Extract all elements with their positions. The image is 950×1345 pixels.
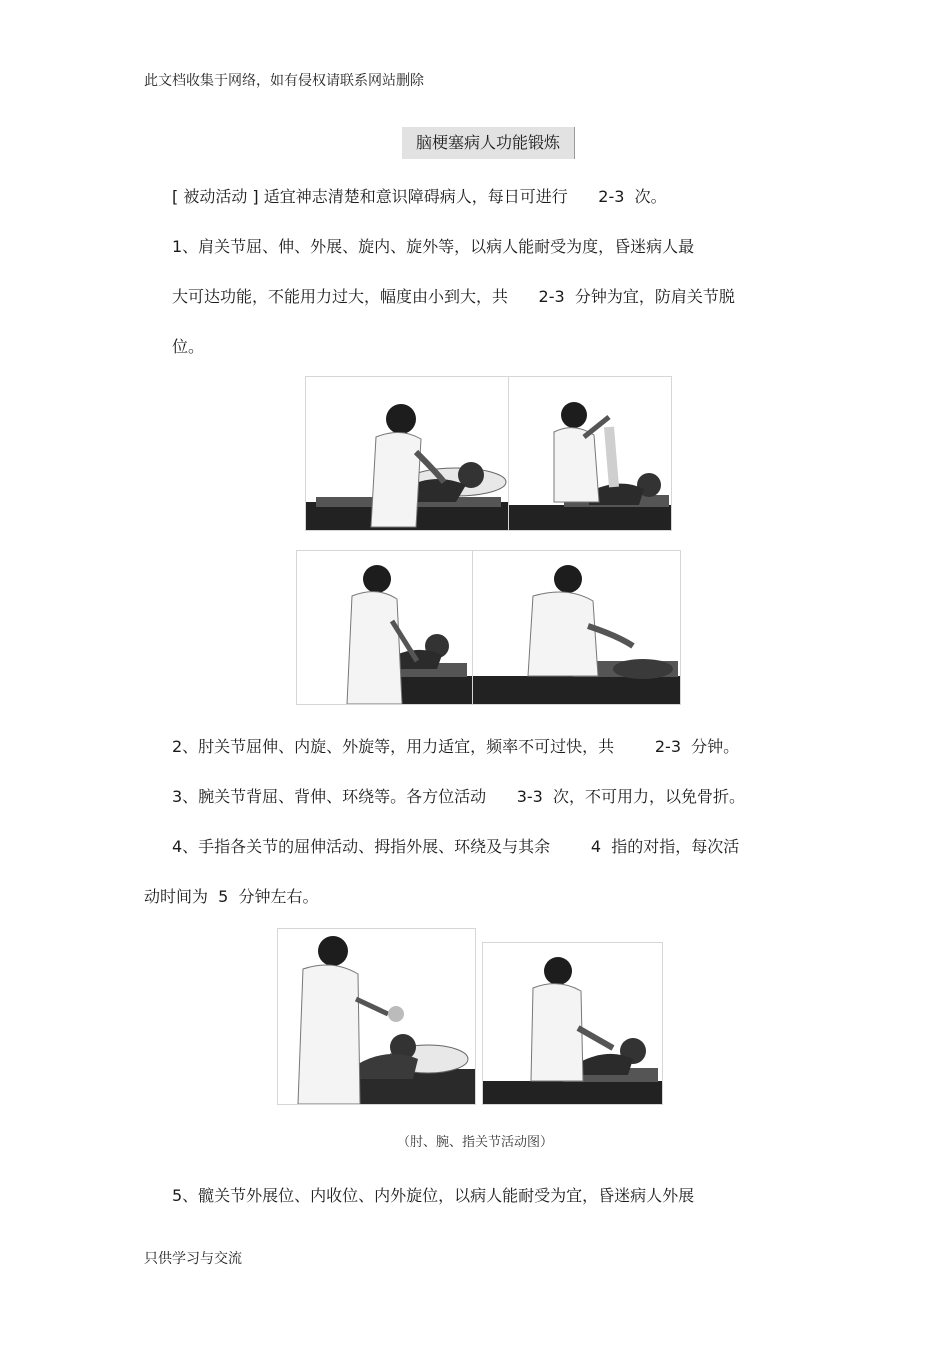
- shoulder-photo-2: [508, 376, 672, 531]
- page-title: 脑梗塞病人功能锻炼: [402, 127, 575, 159]
- shoulder-photo-1: [305, 376, 510, 531]
- elbow-photo: [277, 928, 476, 1105]
- page-header: 此文档收集于网络，如有侵权请联系网站删除: [144, 73, 424, 89]
- paragraph-line-shoulder-2: 大可达功能，不能用力过大，幅度由小到大，共 2-3 分钟为宜，防肩关节脱: [172, 287, 735, 306]
- wrist-photo: [482, 942, 663, 1105]
- paragraph-line-shoulder-3: 位。: [172, 337, 205, 356]
- page-footer: 只供学习与交流: [144, 1251, 242, 1267]
- shoulder-photo-3: [296, 550, 474, 705]
- paragraph-line-passive-intro: [ 被动活动 ] 适宜神志清楚和意识障碍病人，每日可进行 2-3 次。: [172, 187, 667, 206]
- paragraph-line-wrist: 3、腕关节背屈、背伸、环绕等。各方位活动 3-3 次，不可用力，以免骨折。: [172, 787, 746, 806]
- paragraph-line-hip: 5、髋关节外展位、内收位、内外旋位，以病人能耐受为宜，昏迷病人外展: [172, 1186, 695, 1205]
- paragraph-line-shoulder-1: 1、肩关节屈、伸、外展、旋内、旋外等，以病人能耐受为度，昏迷病人最: [172, 237, 695, 256]
- paragraph-line-fingers-1: 4、手指各关节的屈伸活动、拇指外展、环绕及与其余 4 指的对指，每次活: [172, 837, 740, 856]
- paragraph-line-elbow: 2、肘关节屈伸、内旋、外旋等，用力适宜，频率不可过快，共 2-3 分钟。: [172, 737, 740, 756]
- paragraph-line-fingers-2: 动时间为 5 分钟左右。: [144, 887, 319, 906]
- shoulder-photo-4: [472, 550, 681, 705]
- figure-caption: （肘、腕、指关节活动图）: [396, 1135, 553, 1150]
